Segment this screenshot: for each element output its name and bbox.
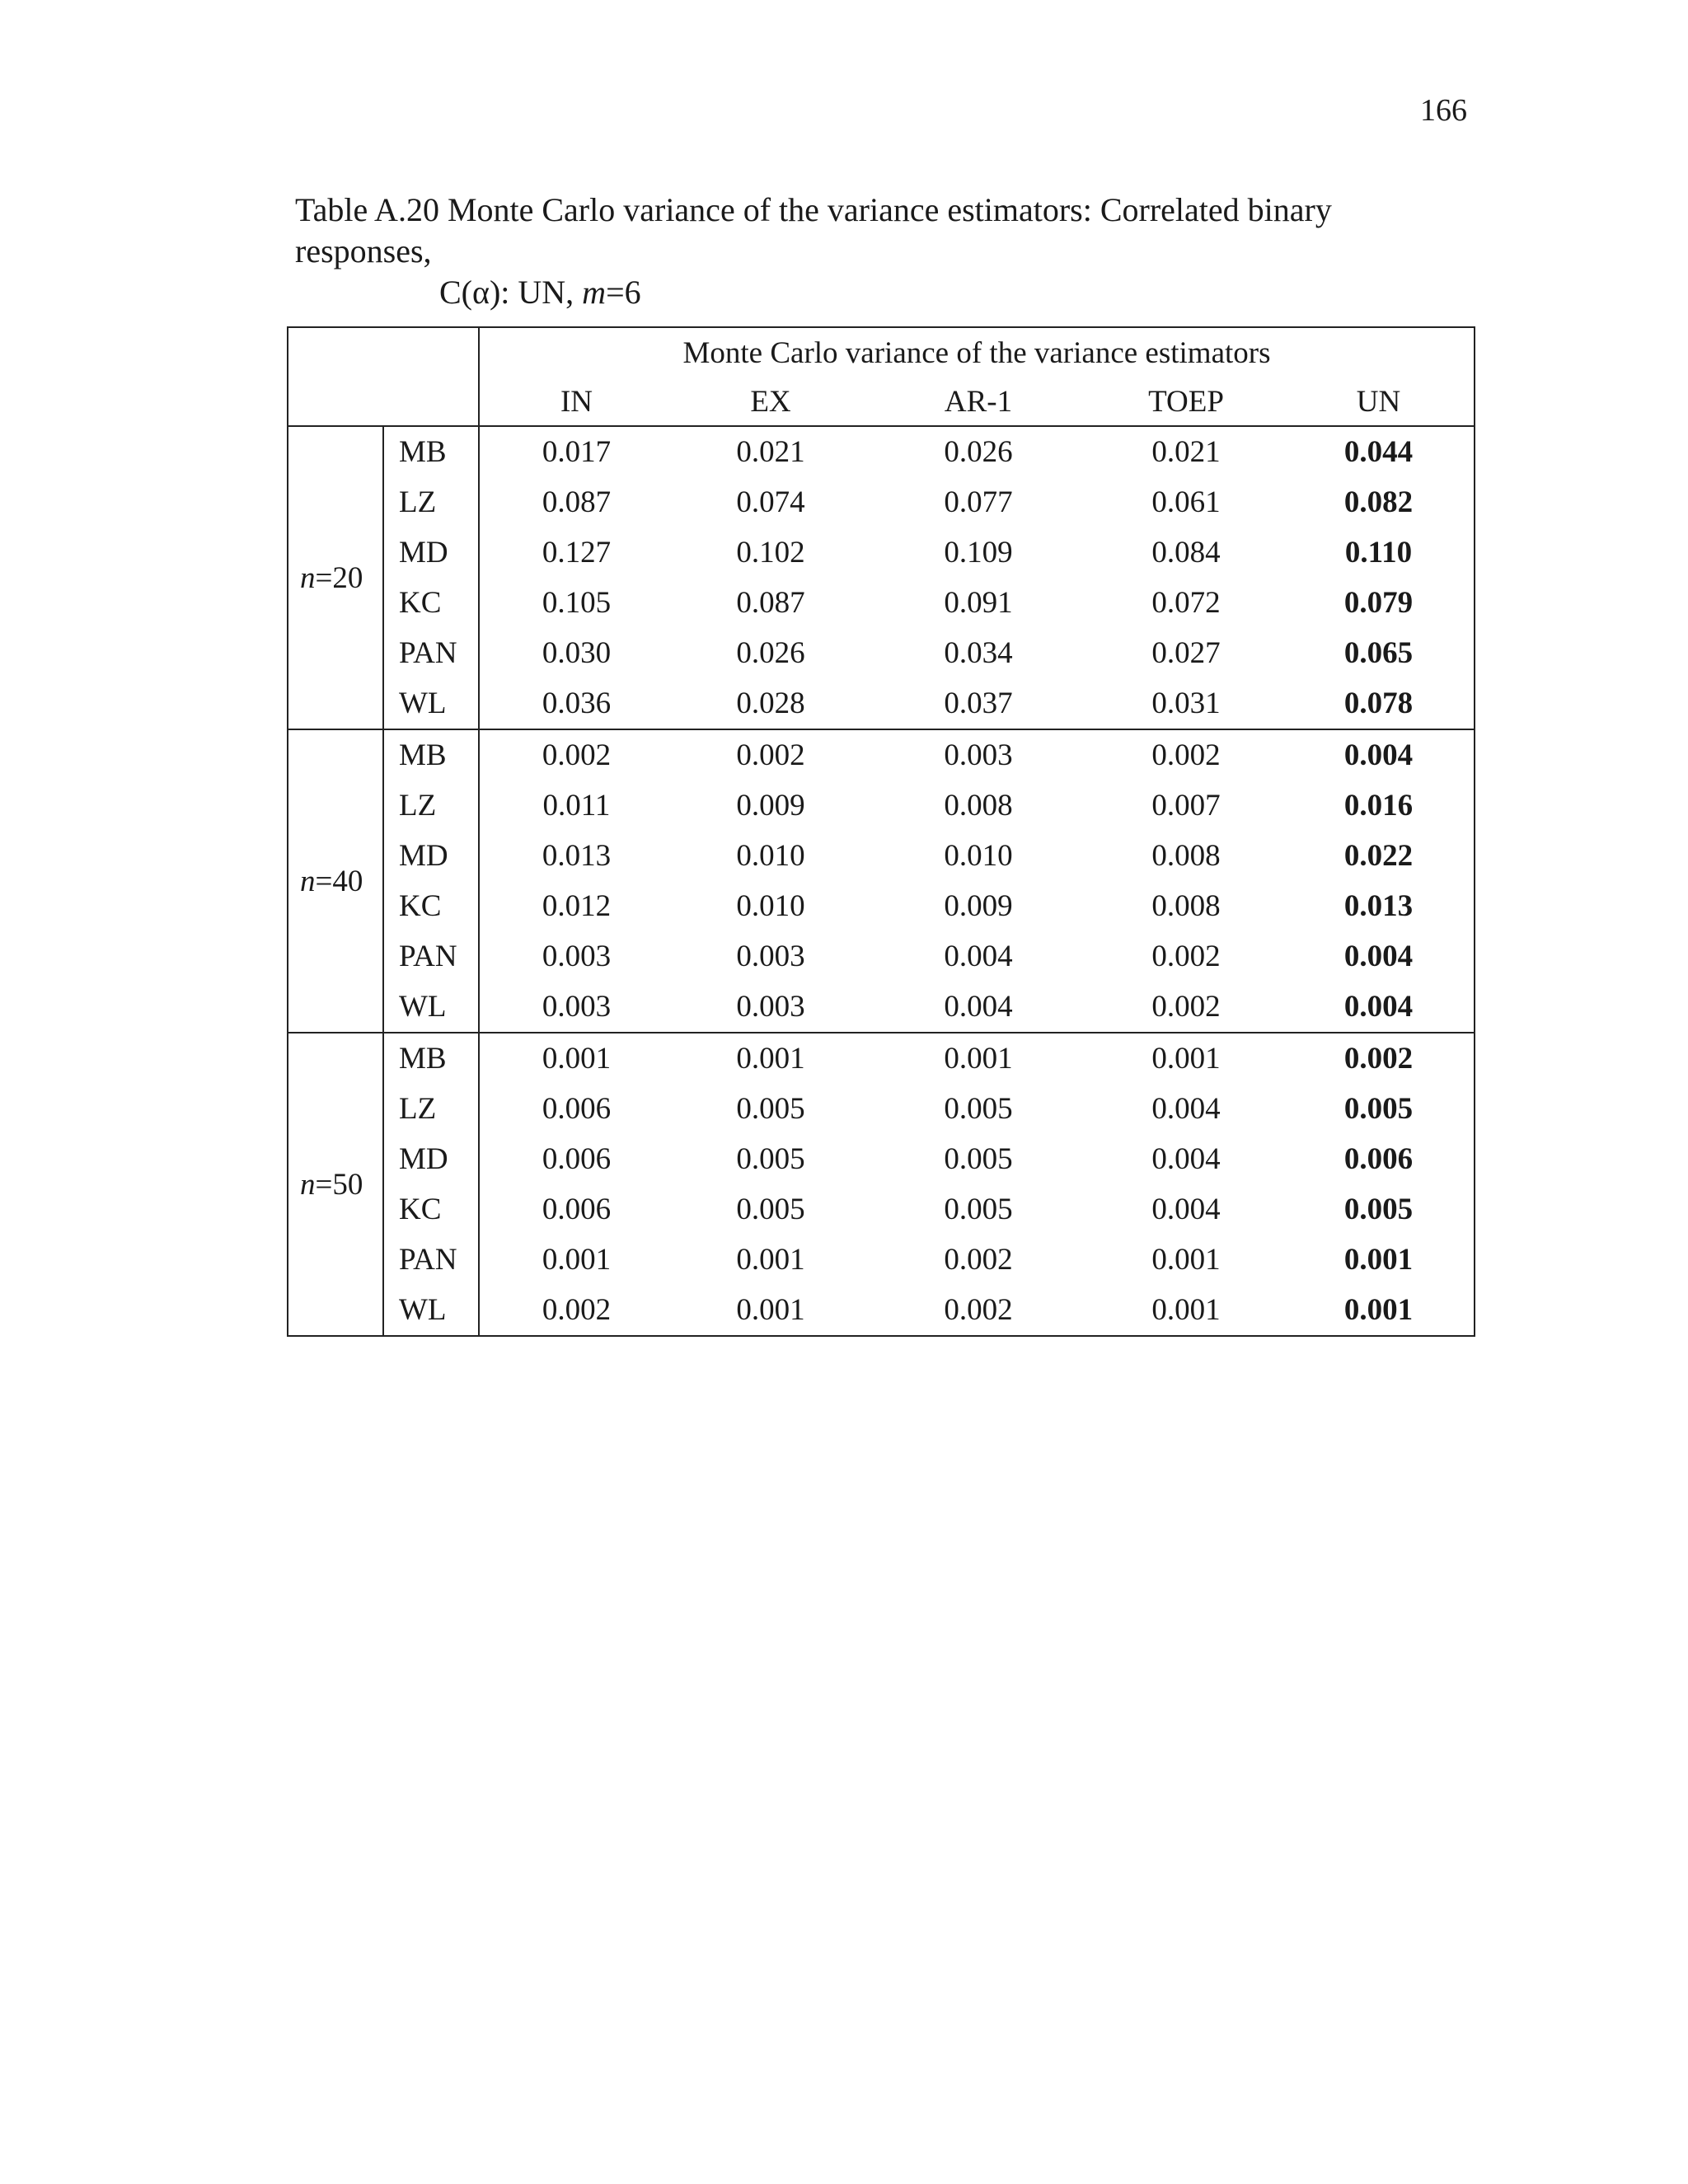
estimator-label: LZ bbox=[383, 780, 479, 831]
value-cell: 0.127 bbox=[542, 536, 612, 569]
table-row bbox=[288, 477, 1475, 527]
caption-line-2 bbox=[295, 272, 1474, 313]
value-cell: 0.074 bbox=[736, 485, 805, 519]
value-cell: 0.002 bbox=[479, 1285, 673, 1336]
value-cell: 0.005 bbox=[1343, 1193, 1414, 1226]
value-cell: 0.028 bbox=[673, 678, 868, 729]
value-cell: 0.013 bbox=[542, 839, 612, 873]
value-cell: 0.065 bbox=[1343, 636, 1414, 670]
value-cell: 0.091 bbox=[944, 586, 1013, 620]
value-cell: 0.001 bbox=[736, 1042, 805, 1076]
table-row bbox=[288, 678, 1475, 729]
super-header: Monte Carlo variance of the variance estimators bbox=[682, 335, 1271, 370]
table-row bbox=[288, 931, 1475, 982]
value-cell: 0.001 bbox=[673, 1285, 868, 1336]
estimator-label: KC bbox=[383, 1184, 479, 1235]
value-cell: 0.036 bbox=[479, 678, 673, 729]
value-cell: 0.003 bbox=[673, 982, 868, 1033]
value-cell: 0.004 bbox=[1283, 982, 1475, 1033]
group-label bbox=[288, 426, 383, 729]
column-header: TOEP bbox=[1089, 377, 1283, 426]
estimator-label: LZ bbox=[383, 477, 479, 527]
table-row bbox=[288, 578, 1475, 628]
value-cell: 0.004 bbox=[1151, 1092, 1221, 1126]
value-cell: 0.002 bbox=[1343, 1042, 1414, 1076]
value-cell: 0.001 bbox=[1151, 1042, 1221, 1076]
table-row bbox=[288, 831, 1475, 881]
group-label bbox=[288, 729, 383, 1033]
value-cell: 0.026 bbox=[944, 435, 1013, 469]
estimator-label: MB bbox=[383, 426, 479, 477]
value-cell: 0.006 bbox=[542, 1193, 612, 1226]
value-cell: 0.009 bbox=[944, 889, 1013, 923]
value-cell: 0.010 bbox=[944, 839, 1013, 873]
table-row bbox=[288, 426, 1475, 477]
estimator-label: WL bbox=[383, 1285, 479, 1336]
value-cell: 0.105 bbox=[542, 586, 612, 620]
table-caption bbox=[295, 190, 1474, 313]
table-row bbox=[288, 729, 1475, 780]
value-cell: 0.001 bbox=[736, 1243, 805, 1277]
page-number: 166 bbox=[1420, 93, 1467, 128]
table-row bbox=[288, 1184, 1475, 1235]
value-cell: 0.002 bbox=[1151, 940, 1221, 973]
value-cell: 0.004 bbox=[868, 982, 1089, 1033]
table-row bbox=[288, 881, 1475, 931]
value-cell: 0.011 bbox=[542, 789, 611, 823]
value-cell: 0.002 bbox=[868, 1285, 1089, 1336]
value-cell: 0.005 bbox=[944, 1092, 1013, 1126]
caption-line-1: Table A.20 Monte Carlo variance of the variance estimators: Correlated binary responses, bbox=[295, 191, 1332, 269]
value-cell: 0.079 bbox=[1343, 586, 1414, 620]
value-cell: 0.006 bbox=[542, 1142, 612, 1176]
table-row bbox=[288, 982, 1475, 1033]
estimator-label: PAN bbox=[383, 628, 479, 678]
value-cell: 0.082 bbox=[1343, 485, 1414, 519]
value-cell: 0.016 bbox=[1343, 789, 1414, 823]
value-cell: 0.004 bbox=[1343, 738, 1414, 772]
value-cell: 0.109 bbox=[944, 536, 1013, 569]
value-cell: 0.009 bbox=[736, 789, 805, 823]
value-cell: 0.030 bbox=[542, 636, 612, 670]
value-cell: 0.005 bbox=[736, 1092, 805, 1126]
value-cell: 0.003 bbox=[542, 940, 612, 973]
estimator-label: MB bbox=[383, 1033, 479, 1084]
value-cell: 0.010 bbox=[736, 839, 805, 873]
value-cell: 0.021 bbox=[1151, 435, 1221, 469]
value-cell: 0.003 bbox=[736, 940, 805, 973]
value-cell: 0.021 bbox=[736, 435, 805, 469]
value-cell: 0.017 bbox=[542, 435, 612, 469]
value-cell: 0.061 bbox=[1151, 485, 1221, 519]
value-cell: 0.001 bbox=[542, 1042, 612, 1076]
value-cell: 0.078 bbox=[1283, 678, 1475, 729]
value-cell: 0.004 bbox=[1343, 940, 1414, 973]
caption-m-value: =6 bbox=[606, 274, 641, 311]
table-row bbox=[288, 780, 1475, 831]
value-cell: 0.037 bbox=[868, 678, 1089, 729]
column-header: AR-1 bbox=[868, 377, 1089, 426]
value-cell: 0.003 bbox=[944, 738, 1013, 772]
group-n-value: =50 bbox=[315, 1167, 363, 1202]
estimator-label: WL bbox=[383, 678, 479, 729]
value-cell: 0.110 bbox=[1344, 536, 1413, 569]
estimator-label: KC bbox=[383, 578, 479, 628]
estimator-label: KC bbox=[383, 881, 479, 931]
table-row bbox=[288, 1084, 1475, 1134]
value-cell: 0.005 bbox=[736, 1193, 805, 1226]
value-cell: 0.004 bbox=[944, 940, 1013, 973]
value-cell: 0.005 bbox=[736, 1142, 805, 1176]
value-cell: 0.002 bbox=[1151, 738, 1221, 772]
value-cell: 0.007 bbox=[1151, 789, 1221, 823]
value-cell: 0.006 bbox=[542, 1092, 612, 1126]
table-row bbox=[288, 628, 1475, 678]
table-row bbox=[288, 1235, 1475, 1285]
value-cell: 0.072 bbox=[1151, 586, 1221, 620]
header-row-super bbox=[288, 327, 1475, 377]
value-cell: 0.044 bbox=[1343, 435, 1414, 469]
group-n-variable: n bbox=[300, 864, 316, 898]
caption-correlation-text: C(α): UN, bbox=[439, 274, 583, 311]
table-row bbox=[288, 1134, 1475, 1184]
value-cell: 0.003 bbox=[479, 982, 673, 1033]
value-cell: 0.001 bbox=[1151, 1243, 1221, 1277]
value-cell: 0.008 bbox=[1151, 839, 1221, 873]
header-empty-cell bbox=[288, 327, 479, 426]
group-n-variable: n bbox=[300, 560, 316, 595]
value-cell: 0.002 bbox=[944, 1243, 1013, 1277]
value-cell: 0.001 bbox=[1089, 1285, 1283, 1336]
value-cell: 0.001 bbox=[542, 1243, 612, 1277]
value-cell: 0.004 bbox=[1151, 1193, 1221, 1226]
value-cell: 0.008 bbox=[944, 789, 1013, 823]
estimator-label: WL bbox=[383, 982, 479, 1033]
value-cell: 0.027 bbox=[1151, 636, 1221, 670]
column-header: IN bbox=[479, 377, 673, 426]
group-label bbox=[288, 1033, 383, 1336]
group-n-variable: n bbox=[300, 1167, 316, 1202]
column-header: UN bbox=[1283, 377, 1475, 426]
table-row bbox=[288, 1033, 1475, 1084]
value-cell: 0.022 bbox=[1343, 839, 1414, 873]
value-cell: 0.008 bbox=[1151, 889, 1221, 923]
value-cell: 0.013 bbox=[1343, 889, 1414, 923]
estimator-label: MD bbox=[383, 527, 479, 578]
value-cell: 0.026 bbox=[736, 636, 805, 670]
value-cell: 0.087 bbox=[736, 586, 805, 620]
value-cell: 0.002 bbox=[736, 738, 805, 772]
value-cell: 0.012 bbox=[542, 889, 612, 923]
estimator-label: PAN bbox=[383, 931, 479, 982]
value-cell: 0.010 bbox=[736, 889, 805, 923]
value-cell: 0.031 bbox=[1089, 678, 1283, 729]
value-cell: 0.005 bbox=[944, 1142, 1013, 1176]
value-cell: 0.077 bbox=[944, 485, 1013, 519]
value-cell: 0.002 bbox=[1089, 982, 1283, 1033]
estimator-label: PAN bbox=[383, 1235, 479, 1285]
value-cell: 0.004 bbox=[1151, 1142, 1221, 1176]
estimator-label: MB bbox=[383, 729, 479, 780]
value-cell: 0.102 bbox=[736, 536, 805, 569]
results-table bbox=[287, 326, 1475, 1337]
table-row bbox=[288, 1285, 1475, 1336]
caption-m-variable: m bbox=[582, 274, 607, 311]
value-cell: 0.001 bbox=[944, 1042, 1013, 1076]
value-cell: 0.034 bbox=[944, 636, 1013, 670]
table-body bbox=[288, 327, 1475, 1336]
value-cell: 0.087 bbox=[542, 485, 612, 519]
value-cell: 0.005 bbox=[944, 1193, 1013, 1226]
estimator-label: LZ bbox=[383, 1084, 479, 1134]
estimator-label: MD bbox=[383, 1134, 479, 1184]
table-row bbox=[288, 527, 1475, 578]
group-n-value: =20 bbox=[315, 560, 363, 595]
value-cell: 0.002 bbox=[542, 738, 612, 772]
value-cell: 0.005 bbox=[1343, 1092, 1414, 1126]
estimator-label: MD bbox=[383, 831, 479, 881]
column-header: EX bbox=[673, 377, 868, 426]
value-cell: 0.001 bbox=[1283, 1285, 1475, 1336]
value-cell: 0.084 bbox=[1151, 536, 1221, 569]
value-cell: 0.006 bbox=[1343, 1142, 1414, 1176]
value-cell: 0.001 bbox=[1343, 1243, 1414, 1277]
group-n-value: =40 bbox=[315, 864, 363, 898]
